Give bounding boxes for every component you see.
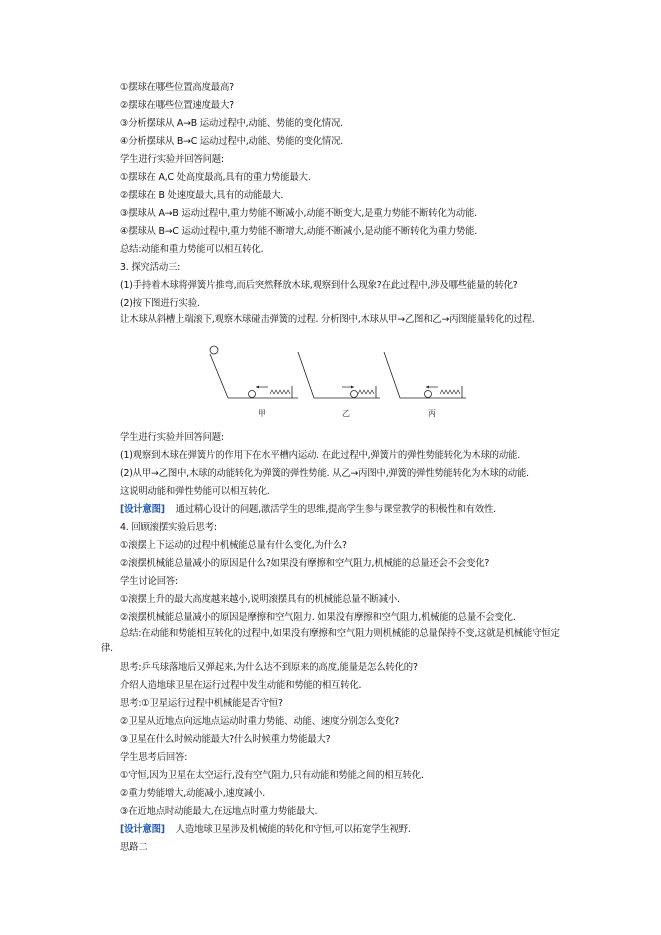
text-line: ②摆球在哪些位置速度最大?	[120, 100, 234, 111]
text-line: ①摆球在 A,C 处高度最高,具有的重力势能最大.	[120, 172, 311, 183]
spring	[358, 390, 374, 394]
wooden-ball	[425, 391, 432, 398]
text-paragraph: 总结:在动能和势能相互转化的过程中,如果没有摩擦和空气阻力则机械能的总量保持不变,这就是机械能守恒定律.	[101, 628, 560, 654]
text-line: ①滚摆上下运动的过程中机械能总量有什么变化,为什么?	[120, 540, 347, 551]
text-line: 学生进行实验并回答问题:	[120, 432, 224, 443]
section-heading: 4. 回顾滚摆实验后思考:	[120, 522, 217, 533]
design-intent-text: 通过精心设计的问题,激活学生的思维,提高学生参与课堂教学的积极性和有效性.	[175, 504, 496, 515]
text-line: ①守恒,因为卫星在太空运行,没有空气阻力,只有动能和势能之间的相互转化.	[120, 770, 424, 781]
text-line: 思考:①卫星运行过程中机械能是否守恒?	[120, 698, 283, 709]
wooden-ball	[210, 346, 218, 354]
design-intent-line	[120, 824, 580, 836]
text-line: (2)从甲→乙图中,木球的动能转化为弹簧的弹性势能. 从乙→丙图中,弹簧的弹性势能转化为木球的动能.	[120, 468, 529, 479]
text-line: ③卫星在什么时候动能最大?什么时候重力势能最大?	[120, 734, 331, 745]
text-line: 总结:动能和重力势能可以相互转化.	[120, 244, 264, 255]
text-line: ③在近地点时动能最大,在远地点时重力势能最大.	[120, 806, 318, 817]
diagram-bing	[384, 352, 466, 418]
figure-label: 甲	[258, 409, 266, 418]
design-intent-line	[120, 504, 580, 516]
diagram-yi	[298, 352, 380, 418]
figure-label: 丙	[428, 409, 436, 418]
wooden-ball	[351, 391, 358, 398]
diagram-jia	[210, 346, 298, 418]
text-line: (1)手持着木球将弹簧片推弯,而后突然释放木球,观察到什么现象?在此过程中,涉及哪些能量的转化?	[120, 280, 518, 291]
text-line: ①摆球在哪些位置高度最高?	[120, 82, 234, 93]
text-line: ①滚摆上升的最大高度越来越小,说明滚摆具有的机械能总量不断减小.	[120, 594, 400, 605]
spring	[270, 390, 290, 394]
text-line: ②滚摆机械能总量减小的原因是什么?如果没有摩擦和空气阻力,机械能的总量还会不会变化?	[120, 558, 490, 569]
text-line: 学生讨论回答:	[120, 576, 179, 587]
text-line: ④摆球从 B→C 运动过程中,重力势能不断增大,动能不断减小,是动能不断转化为重力势能.	[120, 226, 478, 237]
text-line: (1)观察到木球在弹簧片的作用下在水平槽内运动. 在此过程中,弹簧片的弹性势能转化为木球的动能.	[120, 450, 520, 461]
text-line: (2)按下图进行实验.	[120, 298, 200, 309]
text-line: ③摆球从 A→B 运动过程中,重力势能不断减小,动能不断变大,是重力势能不断转化为动能.	[120, 208, 477, 219]
text-line: 介绍人造地球卫星在运行过程中发生动能和势能的相互转化.	[120, 680, 362, 691]
text-line: 这说明动能和弹性势能可以相互转化.	[120, 486, 270, 497]
text-line: ③分析摆球从 A→B 运动过程中,动能、势能的变化情况.	[120, 118, 343, 129]
text-line: 思考:乒乓球落地后又弹起来,为什么达不到原来的高度,能量是怎么转化的?	[120, 662, 418, 673]
text-line: ②卫星从近地点向远地点运动时重力势能、动能、速度分别怎么变化?	[120, 716, 400, 727]
text-line: 学生思考后回答:	[120, 752, 188, 763]
design-intent-tag: [设计意图]	[120, 504, 165, 515]
figure-label: 乙	[342, 409, 350, 418]
text-line: ②重力势能增大,动能减小,速度减小.	[120, 788, 265, 799]
wooden-ball	[249, 391, 256, 398]
section-heading: 3. 探究活动三:	[120, 262, 181, 273]
text-line: ②滚摆机械能总量减小的原因是摩擦和空气阻力. 如果没有摩擦和空气阻力,机械能的总量不会变化.	[120, 612, 516, 623]
design-intent-tag: [设计意图]	[120, 824, 165, 835]
spring	[440, 390, 460, 394]
experiment-figure	[200, 342, 470, 424]
text-line: ④分析摆球从 B→C 运动过程中,动能、势能的变化情况.	[120, 136, 344, 147]
section-heading: 思路二	[120, 842, 148, 853]
text-line: 学生进行实验并回答问题:	[120, 154, 224, 165]
text-line: ②摆球在 B 处速度最大,具有的动能最大.	[120, 190, 284, 201]
design-intent-text: 人造地球卫星涉及机械能的转化和守恒,可以拓宽学生视野.	[175, 824, 411, 835]
text-paragraph: 让木球从斜槽上端滚下,观察木球碰击弹簧的过程. 分析图中,木球从甲→乙图和乙→丙图能量转化的过程.	[120, 314, 535, 325]
